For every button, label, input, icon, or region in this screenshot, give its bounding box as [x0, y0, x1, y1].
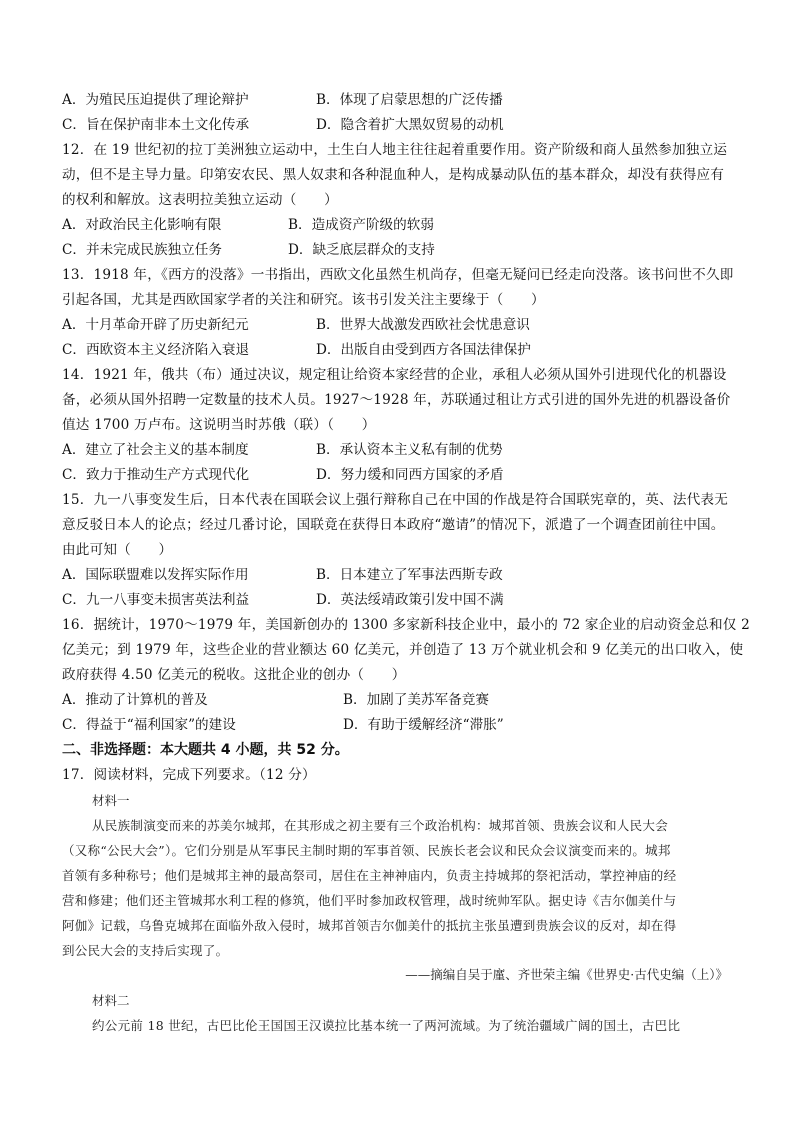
q14-option-c[interactable]: C．致力于推动生产方式现代化 [62, 467, 250, 483]
q13-option-b[interactable]: B．世界大战激发西欧社会忧患意识 [316, 317, 530, 333]
q13-option-d[interactable]: D．出版自由受到西方各国法律保护 [316, 342, 531, 358]
q16-option-a[interactable]: A．推动了计算机的普及 [62, 692, 208, 708]
q16-stem-line-2: 亿美元；到 1979 年，这些企业的营业额达 60 亿美元，并创造了 13 万个就业机会和 9 亿美元的出口收入，使 [62, 642, 744, 658]
q14-option-b[interactable]: B．承认资本主义私有制的优势 [316, 442, 503, 458]
q12-stem-line-1: 12．在 19 世纪初的拉丁美洲独立运动中，土生白人地主往往起着重要作用。资产阶级和商人虽然参加独立运 [62, 142, 728, 158]
material-1-line-4: 营和修建；他们还主管城邦水利工程的修筑，他们平时参加政权管理，战时统帅军队。据史诗《吉尔伽美什与 [62, 893, 677, 908]
q15-option-b[interactable]: B．日本建立了军事法西斯专政 [316, 567, 503, 583]
q11-option-c[interactable]: C．旨在保护南非本土文化传承 [62, 117, 250, 133]
q14-stem-line-2: 备，必须从国外招聘一定数量的技术人员。1927～1928 年，苏联通过租让方式引进的国外先进的机器设备价 [62, 392, 731, 408]
q11-option-b[interactable]: B．体现了启蒙思想的广泛传播 [316, 92, 503, 108]
q14-stem-line-3: 值达 1700 万卢布。这说明当时苏俄（联）（ ） [62, 417, 376, 433]
q13-stem-line-2: 引起各国，尤其是西欧国家学者的关注和研究。该书引发关注主要缘于（ ） [62, 292, 545, 308]
q16-option-c[interactable]: C．得益于“福利国家”的建设 [62, 717, 236, 733]
q15-stem-line-1: 15．九一八事变发生后，日本代表在国联会议上强行辩称自己在中国的作战是符合国联宪章的，英、法代表无 [62, 492, 728, 508]
q12-option-b[interactable]: B．造成资产阶级的软弱 [288, 217, 434, 233]
q13-option-c[interactable]: C．西欧资本主义经济陷入衰退 [62, 342, 250, 358]
q15-stem-line-2: 意反驳日本人的论点；经过几番讨论，国联竟在获得日本政府“邀请”的情况下，派遣了一个调查团前往中国。 [62, 517, 725, 533]
material-1-source: ——摘编自吴于廑、齐世荣主编《世界史·古代史编（上）》 [405, 967, 728, 982]
q15-stem-line-3: 由此可知（ ） [62, 542, 173, 558]
q17-stem: 17．阅读材料，完成下列要求。（12 分） [62, 767, 316, 783]
q15-option-a[interactable]: A．国际联盟难以发挥实际作用 [62, 567, 249, 583]
q12-option-a[interactable]: A．对政治民主化影响有限 [62, 217, 222, 233]
q13-option-a[interactable]: A．十月革命开辟了历史新纪元 [62, 317, 249, 333]
q14-option-d[interactable]: D．努力缓和同西方国家的矛盾 [316, 467, 504, 483]
q12-stem-line-3: 的权利和解放。这表明拉美独立运动（ ） [62, 192, 338, 208]
q14-stem-line-1: 14．1921 年，俄共（布）通过决议，规定租让给资本家经营的企业，承租人必须从国外引进现代化的机器设 [62, 367, 727, 383]
q16-option-b[interactable]: B．加剧了美苏军备竞赛 [343, 692, 489, 708]
material-1-line-1: 从民族制演变而来的苏美尔城邦，在其形成之初主要有三个政治机构：城邦首领、贵族会议和人民大会 [92, 818, 669, 833]
q11-option-d[interactable]: D．隐含着扩大黑奴贸易的动机 [316, 117, 504, 133]
q13-stem-line-1: 13．1918 年，《西方的没落》一书指出，西欧文化虽然生机尚存，但毫无疑问已经走向没落。该书问世不久即 [62, 267, 734, 283]
q16-option-d[interactable]: D．有助于缓解经济“滞胀” [343, 717, 504, 733]
q15-option-d[interactable]: D．英法绥靖政策引发中国不满 [316, 592, 504, 608]
q11-option-a[interactable]: A．为殖民压迫提供了理论辩护 [62, 92, 249, 108]
q12-option-d[interactable]: D．缺乏底层群众的支持 [288, 242, 435, 258]
q14-option-a[interactable]: A．建立了社会主义的基本制度 [62, 442, 249, 458]
material-1-label: 材料一 [92, 793, 130, 808]
q12-stem-line-2: 动，但不是主导力量。印第安农民、黑人奴隶和各种混血种人，是构成暴动队伍的基本群众，却没有获得应有 [62, 167, 725, 183]
q15-option-c[interactable]: C．九一八事变未损害英法利益 [62, 592, 250, 608]
q16-stem-line-1: 16．据统计，1970～1979 年，美国新创办的 1300 多家新科技企业中，最小的 72 家企业的启动资金总和仅 2 [62, 617, 750, 633]
material-1-line-2: （又称“公民大会”）。它们分别是从军事民主制时期的军事首领、民族长老会议和民众会议演变而来的。城邦 [62, 843, 671, 858]
material-1-line-6: 到公民大会的支持后实现了。 [62, 943, 229, 958]
q16-stem-line-3: 政府获得 4.50 亿美元的税收。这批企业的创办（ ） [62, 667, 406, 683]
material-2-label: 材料二 [92, 993, 130, 1008]
material-2-line-1: 约公元前 18 世纪，古巴比伦王国国王汉谟拉比基本统一了两河流域。为了统治疆域广阔的国土，古巴比 [92, 1018, 681, 1033]
material-1-line-5: 阿伽》记载，乌鲁克城邦在面临外敌入侵时，城邦首领吉尔伽美什的抵抗主张虽遭到贵族会议的反对，却在得 [62, 918, 677, 933]
q12-option-c[interactable]: C．并未完成民族独立任务 [62, 242, 222, 258]
section-2-title: 二、非选择题：本大题共 4 小题，共 52 分。 [62, 742, 349, 758]
material-1-line-3: 首领有多种称号；他们是城邦主神的最高祭司，居住在主神神庙内，负责主持城邦的祭祀活动，掌控神庙的经 [62, 868, 677, 883]
